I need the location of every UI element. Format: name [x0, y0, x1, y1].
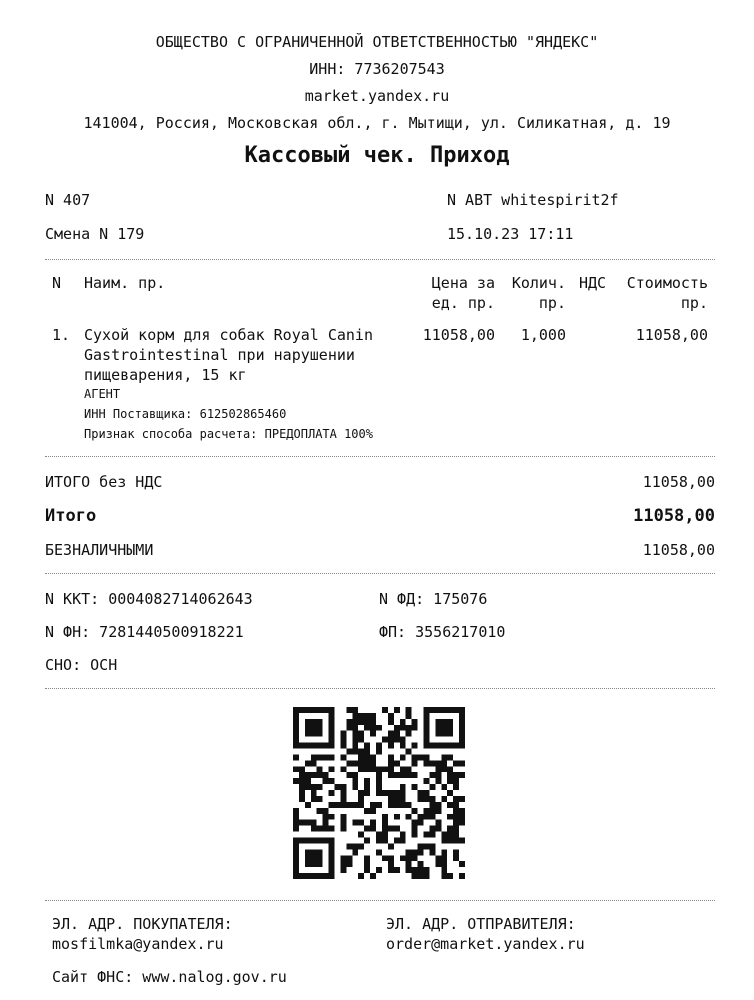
total-no-vat-label: ИТОГО без НДС	[45, 473, 163, 491]
col-name-header: Наим. пр.	[84, 274, 166, 292]
total-value: 11058,00	[633, 506, 715, 526]
kkt-number: N ККТ: 0004082714062643	[45, 590, 253, 608]
item-price: 11058,00	[422, 326, 495, 344]
col-cost-header-line2: пр.	[680, 294, 708, 312]
company-name: ОБЩЕСТВО С ОГРАНИЧЕННОЙ ОТВЕТСТВЕННОСТЬЮ "ЯНДЕКС"	[155, 33, 599, 51]
total-label: Итого	[45, 506, 97, 526]
col-price-header-line1: Цена за	[431, 274, 495, 292]
col-qty-header-line1: Колич.	[511, 274, 566, 292]
sno-value: СНО: ОСН	[45, 656, 118, 674]
col-n-header: N	[52, 274, 62, 292]
separator	[45, 456, 715, 457]
total-no-vat-value: 11058,00	[642, 473, 715, 491]
buyer-email: mosfilmka@yandex.ru	[52, 935, 224, 953]
receipt-title: Кассовый чек. Приход	[244, 143, 510, 168]
item-cost: 11058,00	[635, 326, 708, 344]
avt-number: N АВТ whitespirit2f	[447, 191, 619, 209]
fp-number: ФП: 3556217010	[379, 623, 506, 641]
separator	[45, 688, 715, 689]
separator	[45, 259, 715, 260]
receipt-number: N 407	[45, 191, 91, 209]
separator	[45, 900, 715, 901]
col-price-header-line2: ед. пр.	[431, 294, 495, 312]
qr-code	[293, 707, 465, 879]
fd-number: N ФД: 175076	[379, 590, 488, 608]
fns-site: Сайт ФНС: www.nalog.gov.ru	[52, 968, 287, 986]
item-payment-method: Признак способа расчета: ПРЕДОПЛАТА 100%	[84, 427, 373, 441]
fn-number: N ФН: 7281440500918221	[45, 623, 244, 641]
col-cost-header-line1: Стоимость	[626, 274, 708, 292]
sender-email-label: ЭЛ. АДР. ОТПРАВИТЕЛЯ:	[386, 915, 576, 933]
shift-number: Смена N 179	[45, 225, 145, 243]
col-vat-header: НДС	[579, 274, 607, 292]
item-name-line2: Gastrointestinal при нарушении	[84, 346, 355, 364]
company-address: 141004, Россия, Московская обл., г. Мытищи, ул. Силикатная, д. 19	[83, 114, 671, 132]
cashless-value: 11058,00	[642, 541, 715, 559]
cashless-label: БЕЗНАЛИЧНЫМИ	[45, 541, 154, 559]
company-inn: ИНН: 7736207543	[309, 60, 445, 78]
item-agent: АГЕНТ	[84, 387, 121, 401]
col-qty-header-line2: пр.	[538, 294, 566, 312]
item-qty: 1,000	[520, 326, 566, 344]
separator	[45, 573, 715, 574]
receipt-datetime: 15.10.23 17:11	[447, 225, 574, 243]
item-name-line3: пищеварения, 15 кг	[84, 366, 247, 384]
item-name-line1: Сухой корм для собак Royal Canin	[84, 326, 373, 344]
buyer-email-label: ЭЛ. АДР. ПОКУПАТЕЛЯ:	[52, 915, 233, 933]
sender-email: order@market.yandex.ru	[386, 935, 585, 953]
item-number: 1.	[52, 326, 71, 344]
company-site: market.yandex.ru	[304, 87, 450, 105]
item-supplier-inn: ИНН Поставщика: 612502865460	[84, 407, 287, 421]
